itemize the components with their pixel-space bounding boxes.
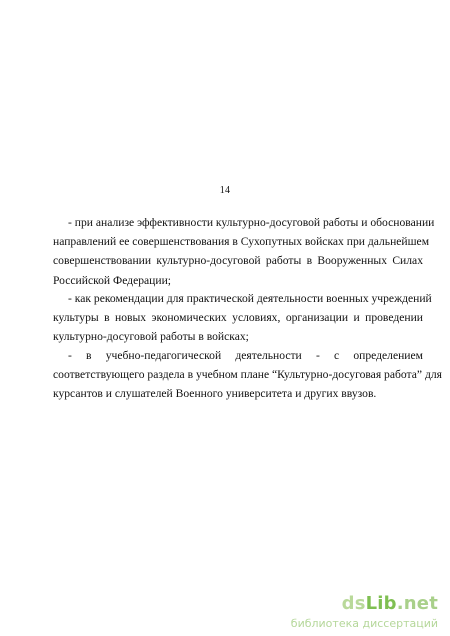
paragraph-1 — [53, 213, 435, 290]
watermark-subtitle: библиотека диссертаций — [290, 617, 438, 630]
logo-net: .net — [396, 593, 438, 614]
text-line: Российской Федерации; — [53, 273, 172, 287]
dslib-logo — [342, 594, 438, 614]
logo-lib: Lib — [365, 593, 397, 614]
text-line: соответствующего раздела в учебном плане “Культурно-досуговая работа” для — [53, 368, 442, 382]
text-line: культуры в новых экономических условиях, организации и проведении — [53, 311, 423, 325]
text-line: - при анализе эффективности культурно-досуговой работы и обосновании — [68, 216, 435, 229]
paragraph-2 — [53, 289, 432, 347]
dslib-watermark — [278, 594, 438, 630]
paragraph-3 — [53, 346, 442, 404]
text-line: культурно-досуговой работы в войсках; — [53, 330, 249, 344]
text-line: - как рекомендации для практической деятельности военных учреждений — [68, 292, 432, 305]
text-line: направлений ее совершенствования в Сухопутных войсках при дальнейшем — [53, 235, 430, 249]
text-line: - в учебно-педагогической деятельности - с определением — [68, 349, 423, 362]
logo-ds: ds — [341, 593, 366, 614]
text-line: курсантов и слушателей Военного университета и других ввузов. — [53, 387, 377, 401]
page-number: 14 — [219, 185, 231, 196]
text-line: совершенствовании культурно-досуговой работы в Вооруженных Силах — [53, 254, 423, 268]
